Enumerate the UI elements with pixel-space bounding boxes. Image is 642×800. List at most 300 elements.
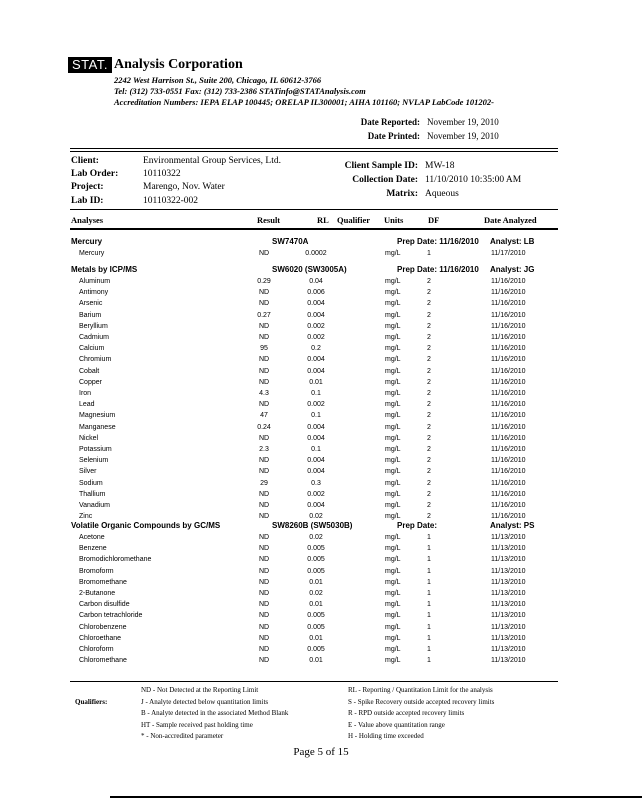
df-value: 1 xyxy=(427,250,431,257)
result-value: ND xyxy=(258,356,270,364)
date-analyzed-value: 11/16/2010 xyxy=(491,356,526,364)
rl-value: 0.005 xyxy=(307,556,325,564)
date-analyzed-value: 11/13/2010 xyxy=(491,657,526,665)
rl-value: 0.01 xyxy=(309,578,323,586)
analyte-name: Copper xyxy=(79,378,102,386)
rl-value: 0.004 xyxy=(307,367,325,375)
rl-value: 0.004 xyxy=(307,457,325,465)
df-value: 2 xyxy=(427,468,431,476)
result-value: 0.29 xyxy=(257,278,271,285)
rl-value: 0.004 xyxy=(307,300,325,308)
result-value: ND xyxy=(258,612,270,620)
df-value: 1 xyxy=(427,590,431,597)
table-row xyxy=(0,599,642,610)
date-analyzed-value: 11/16/2010 xyxy=(491,502,526,509)
df-value: 2 xyxy=(427,423,431,431)
col-rl: RL xyxy=(317,215,329,225)
date-analyzed-value: 11/13/2010 xyxy=(491,646,526,653)
col-date-analyzed: Date Analyzed xyxy=(484,215,537,225)
lab-id-value: 10110322-002 xyxy=(143,196,199,206)
result-value: ND xyxy=(258,250,270,257)
result-value: ND xyxy=(258,457,270,465)
units-value: mg/L xyxy=(385,390,401,397)
lab-order-value: 10110322 xyxy=(143,169,181,179)
section-name: Metals by ICP/MS xyxy=(71,265,138,274)
rl-value: 0.04 xyxy=(309,278,323,285)
date-analyzed-value: 11/16/2010 xyxy=(491,434,526,442)
units-value: mg/L xyxy=(385,446,401,453)
analyte-name: Nickel xyxy=(79,434,99,442)
section-method: SW8260B (SW5030B) xyxy=(272,521,353,530)
project-value: Marengo, Nov. Water xyxy=(143,182,225,192)
divider-header-bottom xyxy=(70,228,558,230)
units-value: mg/L xyxy=(385,423,401,431)
table-row xyxy=(0,478,642,489)
analyte-name: Chlorobenzene xyxy=(79,623,127,631)
rl-value: 0.01 xyxy=(309,378,323,386)
df-value: 2 xyxy=(427,457,431,465)
table-row xyxy=(0,532,642,543)
units-value: mg/L xyxy=(385,578,401,586)
df-value: 2 xyxy=(427,378,431,386)
analyte-name: Bromoform xyxy=(79,567,114,575)
qualifier-ht: HT - Sample received past holding time xyxy=(141,721,253,729)
units-value: mg/L xyxy=(385,502,401,509)
analyte-name: Zinc xyxy=(79,513,93,521)
table-row xyxy=(0,489,642,500)
analyte-name: Antimony xyxy=(79,289,109,297)
df-value: 2 xyxy=(427,513,431,521)
df-value: 2 xyxy=(427,401,431,409)
rl-value: 0.005 xyxy=(307,646,325,653)
date-analyzed-value: 11/16/2010 xyxy=(491,311,526,319)
rl-value: 0.002 xyxy=(307,334,325,341)
units-value: mg/L xyxy=(385,479,401,487)
table-row xyxy=(0,566,642,577)
project-label: Project: xyxy=(71,182,104,192)
col-qualifier: Qualifier xyxy=(337,215,371,225)
result-value: ND xyxy=(258,567,270,575)
qualifier-b: B - Analyte detected in the associated Method Blank xyxy=(141,709,289,717)
rl-value: 0.01 xyxy=(309,634,323,642)
analyte-name: Aluminum xyxy=(79,278,111,285)
units-value: mg/L xyxy=(385,356,401,364)
date-analyzed-value: 11/13/2010 xyxy=(491,590,526,597)
table-row xyxy=(0,554,642,565)
units-value: mg/L xyxy=(385,612,401,620)
section-prep-date: Prep Date: 11/16/2010 xyxy=(397,265,479,274)
rl-value: 0.002 xyxy=(307,401,325,409)
date-analyzed-value: 11/16/2010 xyxy=(491,289,526,297)
accreditation-numbers: Accreditation Numbers: IEPA ELAP 100445; ORELAP IL300001; AIHA 101160; NVLAP LabCode 101202- xyxy=(114,97,494,107)
result-value: 47 xyxy=(260,412,268,420)
df-value: 2 xyxy=(427,367,431,375)
stat-logo: STAT. xyxy=(68,57,112,73)
analyte-name: Calcium xyxy=(79,345,105,353)
units-value: mg/L xyxy=(385,634,401,642)
df-value: 1 xyxy=(427,657,431,665)
page-number: Page 5 of 15 xyxy=(293,746,349,758)
matrix-value: Aqueous xyxy=(425,189,459,199)
qualifier-star: * - Non-accredited parameter xyxy=(141,732,224,740)
section-name: Volatile Organic Compounds by GC/MS xyxy=(71,521,221,530)
rl-value: 0.01 xyxy=(309,657,323,665)
units-value: mg/L xyxy=(385,534,401,541)
analyte-name: 2-Butanone xyxy=(79,590,116,597)
rl-value: 0.005 xyxy=(307,545,325,553)
df-value: 2 xyxy=(427,356,431,364)
qualifier-h: H - Holding time exceeded xyxy=(348,732,424,740)
rl-value: 0.1 xyxy=(311,446,321,453)
units-value: mg/L xyxy=(385,457,401,465)
qualifier-e: E - Value above quantitation range xyxy=(348,721,445,729)
rl-value: 0.02 xyxy=(309,513,323,521)
rl-value: 0.004 xyxy=(307,502,325,509)
date-printed-value: November 19, 2010 xyxy=(427,131,499,141)
date-analyzed-value: 11/16/2010 xyxy=(491,457,526,465)
analyte-name: Arsenic xyxy=(79,300,103,308)
company-name: Analysis Corporation xyxy=(114,57,243,72)
date-analyzed-value: 11/13/2010 xyxy=(491,634,526,642)
company-contact: Tel: (312) 733-0551 Fax: (312) 733-2386 STATinfo@STATAnalysis.com xyxy=(114,86,366,96)
df-value: 2 xyxy=(427,278,431,285)
divider-qualifiers xyxy=(70,681,558,682)
date-analyzed-value: 11/16/2010 xyxy=(491,401,526,409)
col-df: DF xyxy=(428,215,440,225)
rl-value: 0.004 xyxy=(307,356,325,364)
table-row xyxy=(0,543,642,554)
table-row xyxy=(0,354,642,365)
df-value: 2 xyxy=(427,390,431,397)
qualifier-r: R - RPD outside accepted recovery limits xyxy=(348,709,465,717)
date-analyzed-value: 11/13/2010 xyxy=(491,612,526,620)
rl-value: 0.004 xyxy=(307,468,325,476)
units-value: mg/L xyxy=(385,289,401,297)
analyte-name: Magnesium xyxy=(79,412,116,420)
units-value: mg/L xyxy=(385,545,401,553)
rl-value: 0.005 xyxy=(307,612,325,620)
analyte-name: Vanadium xyxy=(79,502,111,509)
rl-value: 0.002 xyxy=(307,490,325,498)
analyte-name: Barium xyxy=(79,311,102,319)
units-value: mg/L xyxy=(385,378,401,386)
rl-value: 0.006 xyxy=(307,289,325,297)
table-row xyxy=(0,588,642,599)
result-value: ND xyxy=(258,590,270,597)
df-value: 2 xyxy=(427,311,431,319)
df-value: 1 xyxy=(427,545,431,553)
rl-value: 0.3 xyxy=(311,479,321,487)
units-value: mg/L xyxy=(385,513,401,521)
units-value: mg/L xyxy=(385,412,401,420)
result-value: ND xyxy=(258,401,270,409)
section-method: SW7470A xyxy=(272,237,309,246)
date-analyzed-value: 11/13/2010 xyxy=(491,601,526,609)
date-analyzed-value: 11/16/2010 xyxy=(491,300,526,308)
analyte-name: Bromodichloromethane xyxy=(79,556,152,564)
date-analyzed-value: 11/16/2010 xyxy=(491,468,526,476)
client-sample-id-value: MW-18 xyxy=(425,161,455,171)
result-value: ND xyxy=(258,490,270,498)
analyte-name: Carbon disulfide xyxy=(79,601,130,609)
analyte-name: Sodium xyxy=(79,479,103,487)
table-row xyxy=(0,422,642,433)
result-value: ND xyxy=(258,378,270,386)
df-value: 2 xyxy=(427,434,431,442)
result-value: ND xyxy=(258,534,270,541)
col-units: Units xyxy=(384,215,404,225)
df-value: 2 xyxy=(427,289,431,297)
result-value: ND xyxy=(258,322,270,330)
df-value: 1 xyxy=(427,556,431,564)
rl-value: 0.005 xyxy=(307,623,325,631)
date-printed-label: Date Printed: xyxy=(367,131,420,141)
qualifier-s: S - Spike Recovery outside accepted recovery limits xyxy=(348,698,495,706)
units-value: mg/L xyxy=(385,401,401,409)
table-row xyxy=(0,633,642,644)
date-analyzed-value: 11/13/2010 xyxy=(491,545,526,553)
section-analyst: Analyst: LB xyxy=(490,237,535,246)
analyte-name: Cobalt xyxy=(79,367,100,375)
units-value: mg/L xyxy=(385,250,401,257)
company-address: 2242 West Harrison St., Suite 200, Chicago, IL 60612-3766 xyxy=(114,75,322,85)
result-value: 29 xyxy=(260,479,268,487)
units-value: mg/L xyxy=(385,657,401,665)
date-analyzed-value: 11/16/2010 xyxy=(491,479,526,487)
rl-value: 0.02 xyxy=(309,534,323,541)
result-value: ND xyxy=(258,657,270,665)
result-value: 4.3 xyxy=(259,390,269,397)
date-analyzed-value: 11/16/2010 xyxy=(491,446,526,453)
section-header xyxy=(0,264,642,276)
date-analyzed-value: 11/13/2010 xyxy=(491,567,526,575)
result-value: ND xyxy=(258,634,270,642)
table-row xyxy=(0,343,642,354)
table-row xyxy=(0,276,642,287)
date-analyzed-value: 11/13/2010 xyxy=(491,578,526,586)
rl-value: 0.1 xyxy=(311,390,321,397)
result-value: ND xyxy=(258,300,270,308)
result-value: ND xyxy=(258,289,270,297)
table-row xyxy=(0,644,642,655)
df-value: 2 xyxy=(427,300,431,308)
table-row xyxy=(0,298,642,309)
result-value: 0.24 xyxy=(257,423,271,431)
section-name: Mercury xyxy=(71,237,103,246)
analyte-name: Benzene xyxy=(79,545,107,553)
table-row xyxy=(0,248,642,259)
section-header xyxy=(0,520,642,532)
result-value: ND xyxy=(258,578,270,586)
df-value: 1 xyxy=(427,601,431,609)
units-value: mg/L xyxy=(385,490,401,498)
rl-value: 0.0002 xyxy=(305,250,327,257)
table-row xyxy=(0,500,642,511)
table-row xyxy=(0,433,642,444)
rl-value: 0.1 xyxy=(311,412,321,420)
units-value: mg/L xyxy=(385,278,401,285)
date-reported-value: November 19, 2010 xyxy=(427,117,499,127)
units-value: mg/L xyxy=(385,623,401,631)
df-value: 1 xyxy=(427,567,431,575)
divider-top-2 xyxy=(70,151,558,152)
df-value: 1 xyxy=(427,578,431,586)
rl-value: 0.005 xyxy=(307,567,325,575)
df-value: 2 xyxy=(427,479,431,487)
rl-value: 0.002 xyxy=(307,322,325,330)
analyte-name: Selenium xyxy=(79,457,109,465)
units-value: mg/L xyxy=(385,367,401,375)
rl-value: 0.004 xyxy=(307,434,325,442)
date-analyzed-value: 11/17/2010 xyxy=(491,250,526,257)
qualifiers-label: Qualifiers: xyxy=(75,698,108,706)
result-value: ND xyxy=(258,623,270,631)
result-value: ND xyxy=(258,513,270,521)
units-value: mg/L xyxy=(385,311,401,319)
df-value: 2 xyxy=(427,322,431,330)
result-value: ND xyxy=(258,545,270,553)
df-value: 2 xyxy=(427,334,431,341)
date-analyzed-value: 11/16/2010 xyxy=(491,423,526,431)
analyte-name: Chloroform xyxy=(79,646,114,653)
rl-value: 0.02 xyxy=(309,590,323,597)
table-row xyxy=(0,366,642,377)
result-value: 95 xyxy=(260,345,268,353)
date-analyzed-value: 11/16/2010 xyxy=(491,490,526,498)
analyte-name: Mercury xyxy=(79,250,105,257)
section-analyst: Analyst: PS xyxy=(490,521,535,530)
table-row xyxy=(0,310,642,321)
divider-top xyxy=(70,148,558,149)
analyte-name: Chloroethane xyxy=(79,634,122,642)
df-value: 1 xyxy=(427,623,431,631)
units-value: mg/L xyxy=(385,646,401,653)
table-row xyxy=(0,610,642,621)
df-value: 1 xyxy=(427,646,431,653)
analyte-name: Lead xyxy=(79,401,95,409)
result-value: 2.3 xyxy=(259,446,269,453)
units-value: mg/L xyxy=(385,567,401,575)
table-row xyxy=(0,388,642,399)
analyte-name: Cadmium xyxy=(79,334,109,341)
table-row xyxy=(0,410,642,421)
date-analyzed-value: 11/13/2010 xyxy=(491,534,526,541)
table-row xyxy=(0,377,642,388)
collection-date-value: 11/10/2010 10:35:00 AM xyxy=(425,175,522,185)
df-value: 2 xyxy=(427,446,431,453)
section-analyst: Analyst: JG xyxy=(490,265,535,274)
client-value: Environmental Group Services, Ltd. xyxy=(143,156,281,166)
divider-header-top xyxy=(70,209,558,210)
analyte-name: Carbon tetrachloride xyxy=(79,612,143,620)
units-value: mg/L xyxy=(385,300,401,308)
date-analyzed-value: 11/16/2010 xyxy=(491,390,526,397)
footer-rule xyxy=(110,796,642,798)
date-analyzed-value: 11/13/2010 xyxy=(491,556,526,564)
analyte-name: Beryllium xyxy=(79,322,108,330)
matrix-label: Matrix: xyxy=(386,189,418,199)
df-value: 2 xyxy=(427,502,431,509)
client-sample-id-label: Client Sample ID: xyxy=(344,161,418,171)
section-prep-date: Prep Date: 11/16/2010 xyxy=(397,237,479,246)
analyte-name: Chromium xyxy=(79,356,112,364)
date-analyzed-value: 11/16/2010 xyxy=(491,378,526,386)
section-header xyxy=(0,236,642,248)
table-row xyxy=(0,444,642,455)
qualifier-rl: RL - Reporting / Quantitation Limit for the analysis xyxy=(348,686,493,694)
analyte-name: Chloromethane xyxy=(79,657,127,665)
units-value: mg/L xyxy=(385,601,401,609)
date-analyzed-value: 11/16/2010 xyxy=(491,367,526,375)
df-value: 1 xyxy=(427,634,431,642)
date-analyzed-value: 11/16/2010 xyxy=(491,278,526,285)
date-reported-label: Date Reported: xyxy=(360,117,420,127)
units-value: mg/L xyxy=(385,468,401,476)
df-value: 2 xyxy=(427,345,431,353)
table-row xyxy=(0,332,642,343)
result-value: ND xyxy=(258,601,270,609)
units-value: mg/L xyxy=(385,334,401,341)
result-value: ND xyxy=(258,502,270,509)
date-analyzed-value: 11/16/2010 xyxy=(491,412,526,420)
result-value: ND xyxy=(258,646,270,653)
analyte-name: Manganese xyxy=(79,423,116,431)
lab-order-label: Lab Order: xyxy=(71,169,119,179)
analyte-name: Potassium xyxy=(79,446,112,453)
table-row xyxy=(0,466,642,477)
rl-value: 0.004 xyxy=(307,311,325,319)
analyte-name: Silver xyxy=(79,468,97,476)
qualifier-j: J - Analyte detected below quantitation limits xyxy=(141,698,269,706)
qualifier-nd: ND - Not Detected at the Reporting Limit xyxy=(141,686,259,694)
units-value: mg/L xyxy=(385,345,401,353)
result-value: ND xyxy=(258,334,270,341)
analyte-name: Thallium xyxy=(79,490,106,498)
rl-value: 0.004 xyxy=(307,423,325,431)
lab-id-label: Lab ID: xyxy=(71,196,104,206)
col-result: Result xyxy=(257,215,281,225)
rl-value: 0.01 xyxy=(309,601,323,609)
result-value: ND xyxy=(258,367,270,375)
result-value: ND xyxy=(258,434,270,442)
df-value: 1 xyxy=(427,534,431,541)
df-value: 2 xyxy=(427,412,431,420)
section-prep-date: Prep Date: xyxy=(397,521,438,530)
analyte-name: Acetone xyxy=(79,534,105,541)
date-analyzed-value: 11/16/2010 xyxy=(491,345,526,353)
section-method: SW6020 (SW3005A) xyxy=(272,265,347,274)
result-value: ND xyxy=(258,556,270,564)
table-row xyxy=(0,399,642,410)
units-value: mg/L xyxy=(385,556,401,564)
units-value: mg/L xyxy=(385,434,401,442)
table-row xyxy=(0,577,642,588)
col-analyses: Analyses xyxy=(71,215,104,225)
table-row xyxy=(0,622,642,633)
analyte-name: Bromomethane xyxy=(79,578,127,586)
rl-value: 0.2 xyxy=(311,345,321,353)
table-row xyxy=(0,455,642,466)
table-row xyxy=(0,321,642,332)
df-value: 2 xyxy=(427,490,431,498)
result-value: 0.27 xyxy=(257,311,271,319)
client-label: Client: xyxy=(71,156,99,166)
df-value: 1 xyxy=(427,612,431,620)
units-value: mg/L xyxy=(385,590,401,597)
date-analyzed-value: 11/16/2010 xyxy=(491,334,526,341)
table-row xyxy=(0,655,642,666)
date-analyzed-value: 11/16/2010 xyxy=(491,513,526,521)
